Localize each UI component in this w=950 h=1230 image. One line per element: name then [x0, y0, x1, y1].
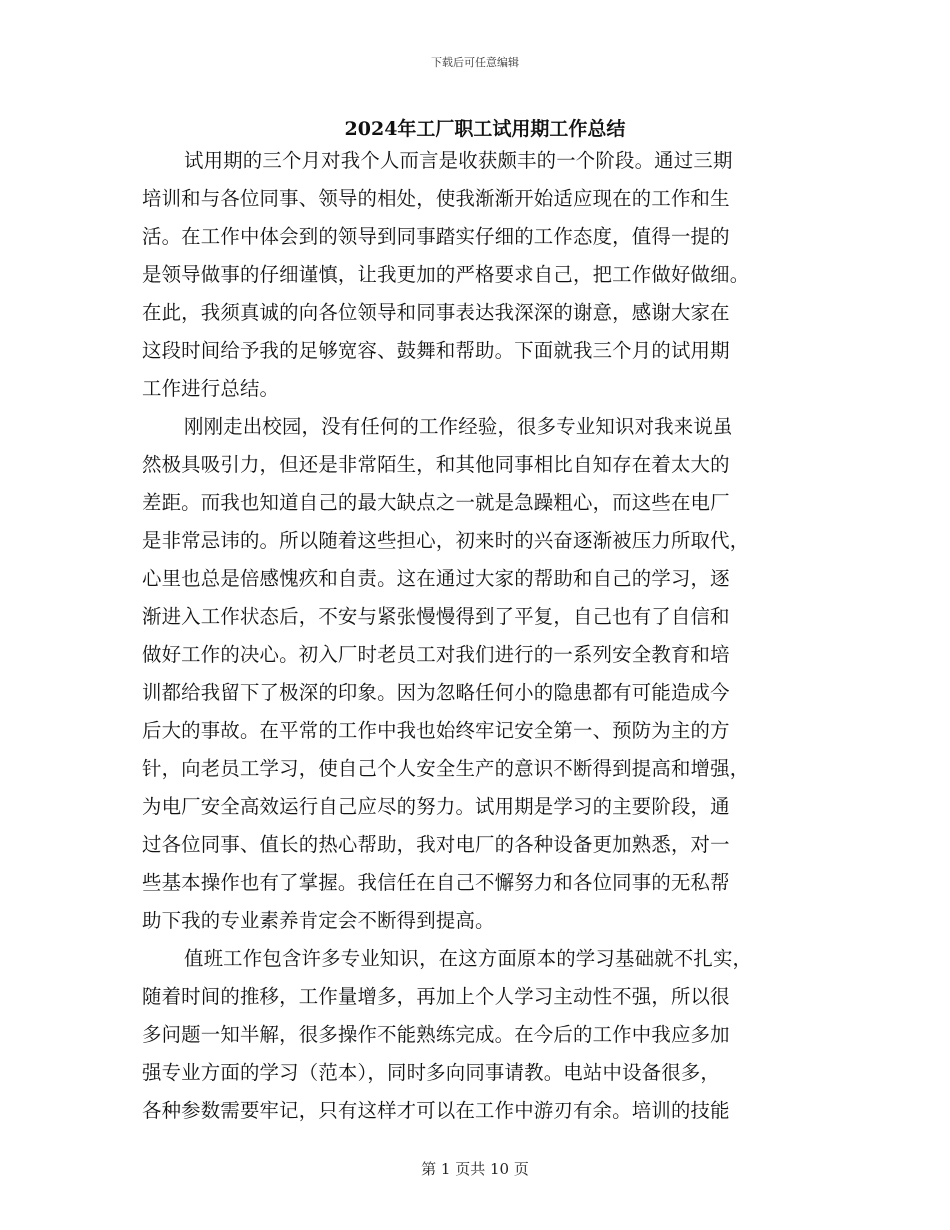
body-line: 过各位同事、值长的热心帮助，我对电厂的各种设备更加熟悉，对一	[142, 833, 730, 856]
body-line: 试用期的三个月对我个人而言是收获颇丰的一个阶段。通过三期	[184, 149, 733, 172]
document-title: 2024年工厂职工试用期工作总结	[344, 118, 626, 140]
body-line: 然极具吸引力，但还是非常陌生，和其他同事相比自知存在着太大的	[142, 453, 730, 476]
body-line: 各种参数需要牢记，只有这样才可以在工作中游刃有余。培训的技能	[142, 1099, 730, 1122]
body-line: 是非常忌讳的。所以随着这些担心，初来时的兴奋逐渐被压力所取代，	[142, 529, 750, 552]
body-line: 培训和与各位同事、领导的相处，使我渐渐开始适应现在的工作和生	[142, 187, 730, 210]
body-line: 工作进行总结。	[142, 377, 280, 400]
body-line: 后大的事故。在平常的工作中我也始终牢记安全第一、预防为主的方	[142, 719, 730, 742]
document-body	[142, 142, 802, 1130]
body-line: 做好工作的决心。初入厂时老员工对我们进行的一系列安全教育和培	[142, 643, 730, 666]
body-line: 这段时间给予我的足够宽容、鼓舞和帮助。下面就我三个月的试用期	[142, 339, 730, 362]
body-line: 强专业方面的学习（范本），同时多向同事请教。电站中设备很多，	[142, 1061, 721, 1084]
body-line: 训都给我留下了极深的印象。因为忽略任何小的隐患都有可能造成今	[142, 681, 730, 704]
body-line: 渐进入工作状态后，不安与紧张慢慢得到了平复，自己也有了自信和	[142, 605, 730, 628]
page-number-footer: 第 1 页共 10 页	[421, 1160, 529, 1178]
body-line: 差距。而我也知道自己的最大缺点之一就是急躁粗心，而这些在电厂	[142, 491, 730, 514]
body-line: 针，向老员工学习，使自己个人安全生产的意识不断得到提高和增强，	[142, 757, 750, 780]
body-line: 助下我的专业素养肯定会不断得到提高。	[142, 909, 495, 932]
body-line: 心里也总是倍感愧疚和自责。这在通过大家的帮助和自己的学习，逐	[142, 567, 730, 590]
page-header-note: 下载后可任意编辑	[431, 56, 519, 69]
body-line: 为电厂安全高效运行自己应尽的努力。试用期是学习的主要阶段，通	[142, 795, 730, 818]
body-line: 刚刚走出校园，没有任何的工作经验，很多专业知识对我来说虽	[184, 415, 733, 438]
body-line: 是领导做事的仔细谨慎，让我更加的严格要求自己，把工作做好做细。	[142, 263, 750, 286]
body-line: 些基本操作也有了掌握。我信任在自己不懈努力和各位同事的无私帮	[142, 871, 730, 894]
body-line: 在此，我须真诚的向各位领导和同事表达我深深的谢意，感谢大家在	[142, 301, 730, 324]
body-line: 值班工作包含许多专业知识，在这方面原本的学习基础就不扎实，	[184, 947, 753, 970]
body-line: 多问题一知半解，很多操作不能熟练完成。在今后的工作中我应多加	[142, 1023, 730, 1046]
body-line: 活。在工作中体会到的领导到同事踏实仔细的工作态度，值得一提的	[142, 225, 730, 248]
body-line: 随着时间的推移，工作量增多，再加上个人学习主动性不强，所以很	[142, 985, 730, 1008]
